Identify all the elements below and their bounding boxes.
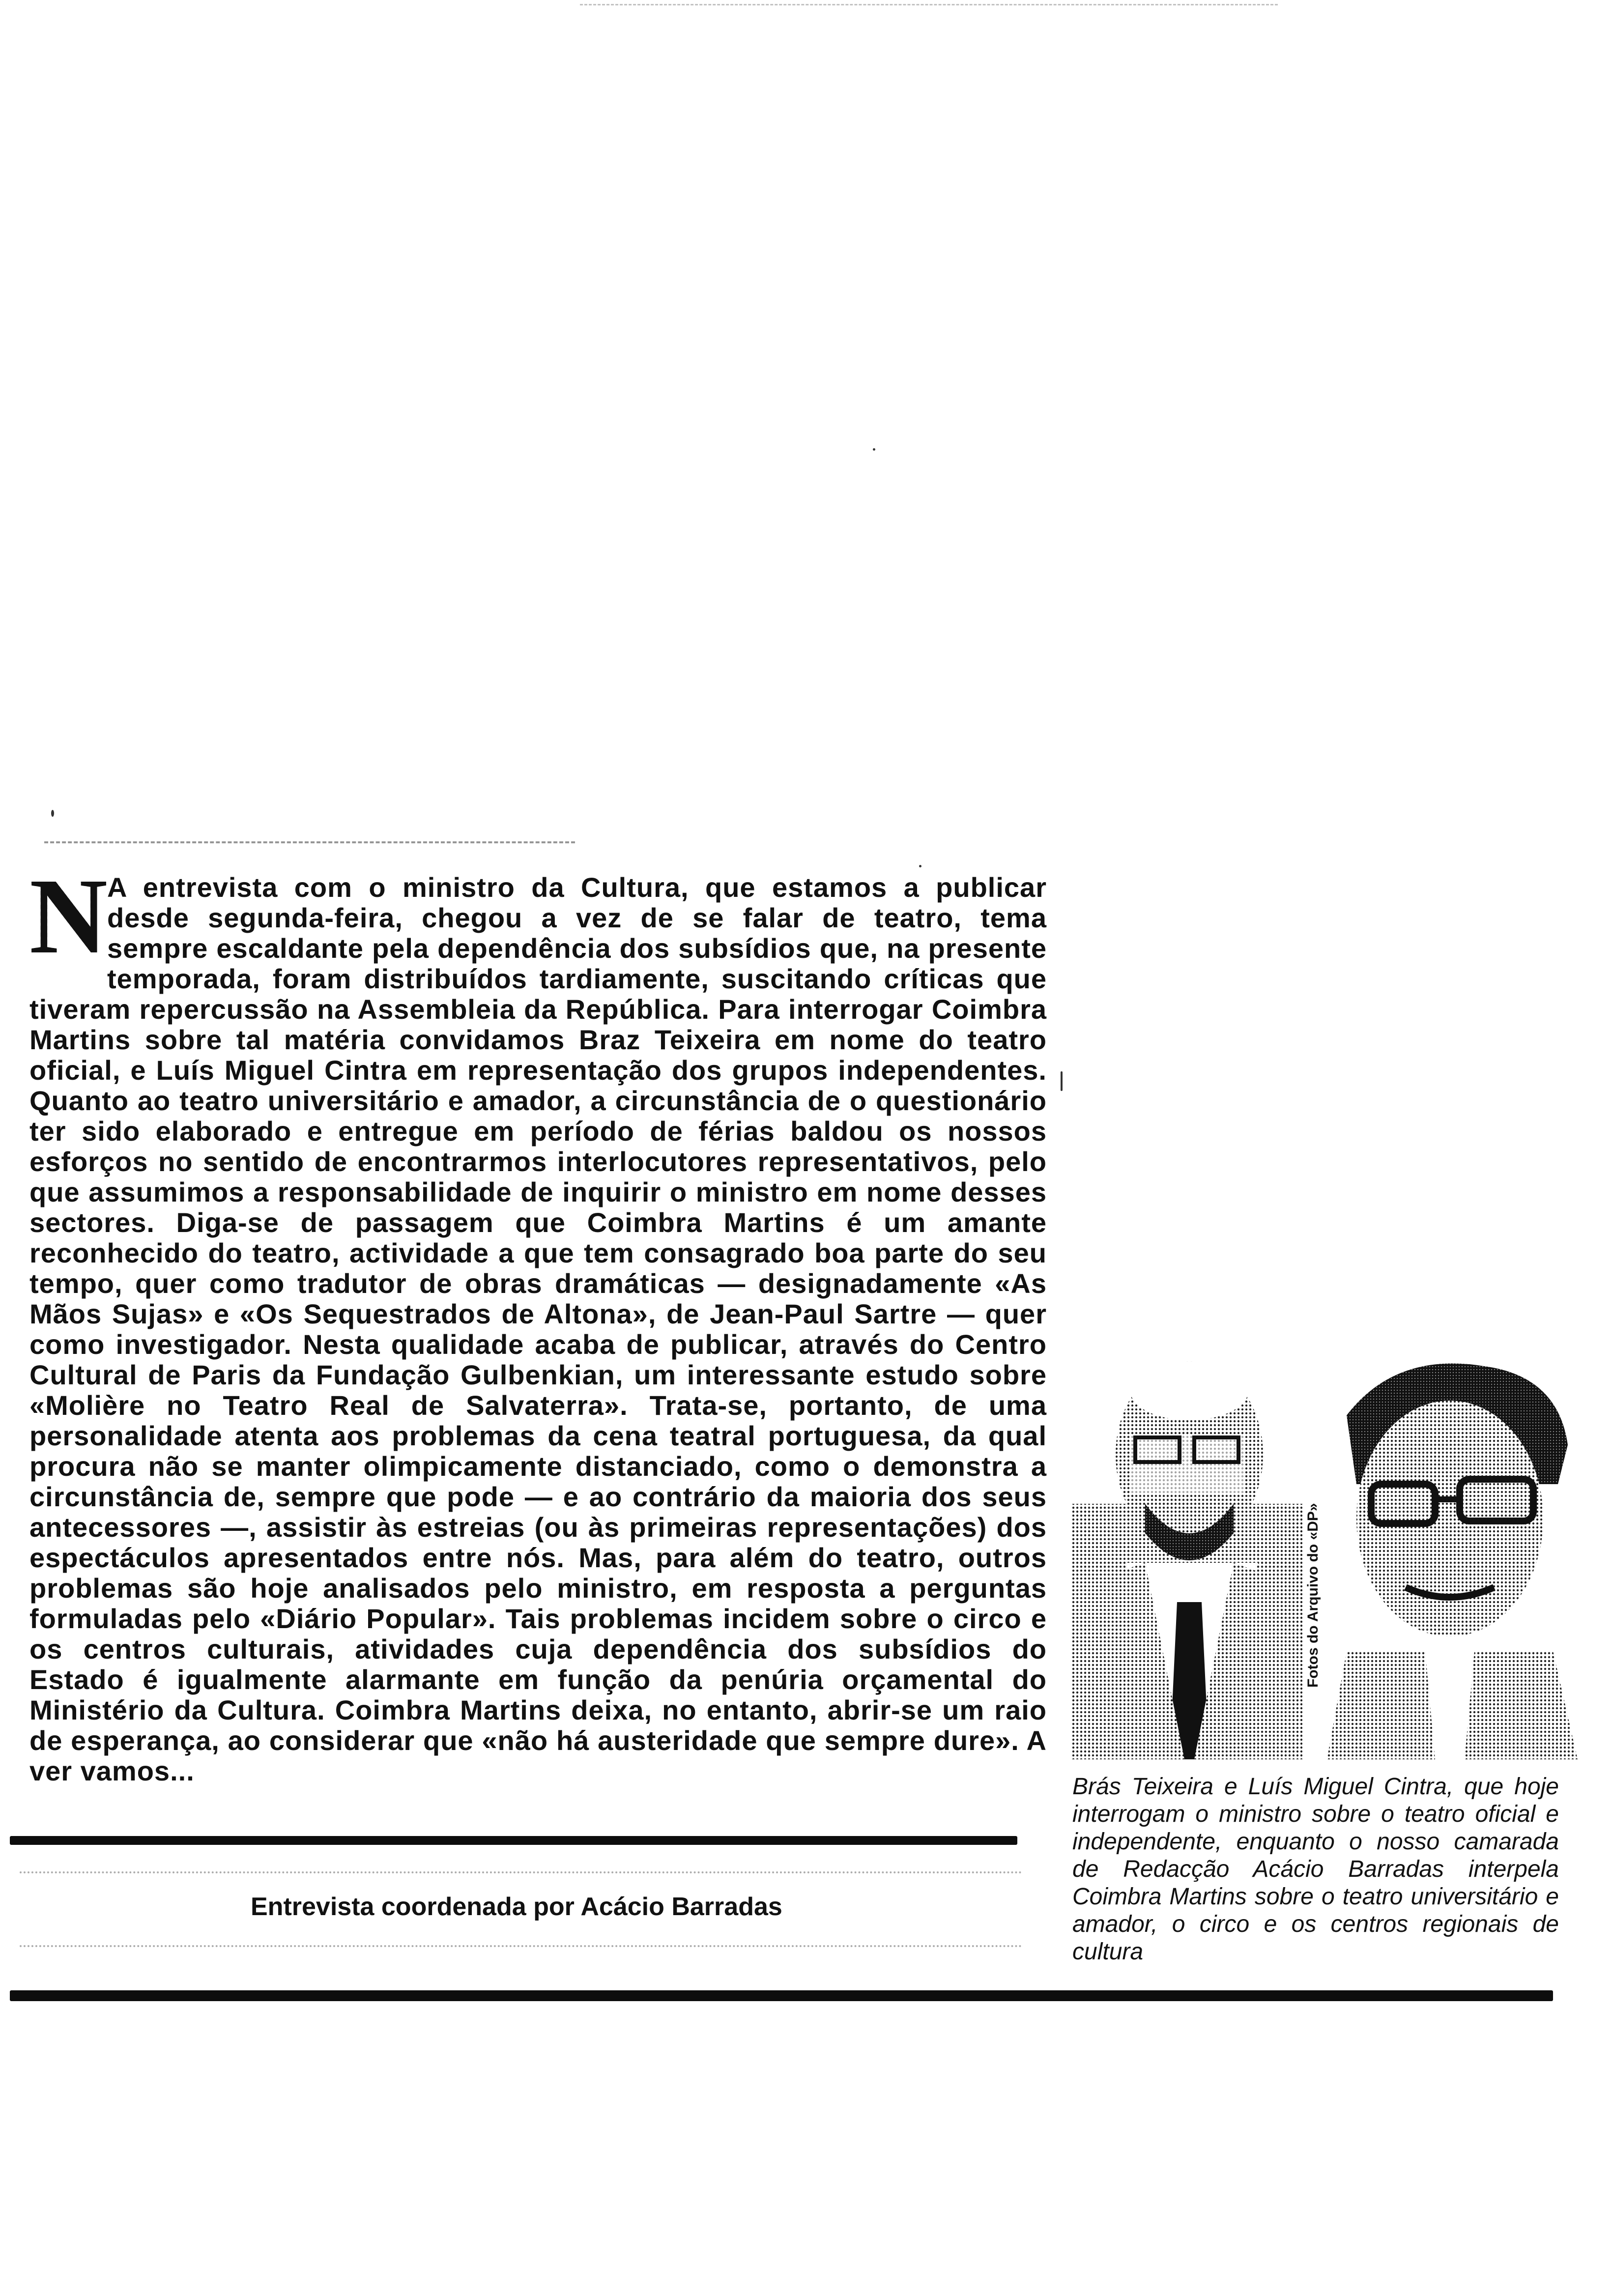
photo-credit: Fotos do Arquivo do «DP» (1305, 1500, 1322, 1691)
drop-cap: N (29, 856, 108, 976)
bottom-rule (10, 1990, 1553, 2001)
article-lead-paragraph (29, 856, 1047, 1786)
portrait-halftone (1071, 1356, 1578, 1759)
portrait-left (1071, 1361, 1302, 1759)
scan-artifact-dots (20, 1871, 1022, 1875)
section-rule (10, 1836, 1017, 1845)
portrait-photo (1071, 1356, 1578, 1759)
photo-caption: Brás Teixeira e Luís Miguel Cintra, que hoje interrogam o ministro sobre o teatro oficial e independente, enquanto o nosso camarada de Redacção Acácio Barradas interpela Coimbra Martins sobre o teatro universitário e amador, o circo e os centros regionais de cultura (1072, 1774, 1559, 1965)
portrait-right (1327, 1356, 1578, 1759)
scan-speck (51, 810, 54, 817)
article-lead-block (29, 856, 1047, 1806)
interview-credit: Entrevista coordenada por Acácio Barradas (251, 1893, 782, 1921)
lead-text: A entrevista com o ministro da Cultura, que estamos a publicar desde segunda-feira, chegou a vez de se falar de teatro, tema sempre escaldante pela dependência dos subsídios que, na presente temporada, foram distribuídos tardiamente, suscitando críticas que tiveram repercussão na Assembleia da República. Para interrogar Coimbra Martins sobre tal matéria convidamos Braz Teixeira em nome do teatro oficial, e Luís Miguel Cintra em representação dos grupos independentes. Quanto ao teatro universitário e amador, a circunstância de o questionário ter sido elaborado e entregue em período de férias baldou os nossos esforços no sentido de encontrarmos interlocutores representativos, pelo que assumimos a responsabilidade de inquirir o ministro em nome desses sectores. Diga-se de passagem que Coimbra Martins é um amante reconhecido do teatro, actividade a que tem consagrado boa parte do seu tempo, quer como tradutor de obras dramáticas — designadamente «As Mãos Sujas» e «Os Sequestrados de Altona», de Jean-Paul Sartre — quer como investigador. Nesta qualidade acaba de publicar, através do Centro Cultural de Paris da Fundação Gulbenkian, um interessante estudo sobre «Molière no Teatro Real de Salvaterra». Trata-se, portanto, de uma personalidade atenta aos problemas da cena teatral portuguesa, da qual procura não se manter olimpicamente distanciado, como o demonstra a circunstância de, sempre que pode — e ao contrário da maioria dos seus antecessores —, assistir às estreias (ou às primeiras representações) dos espectáculos apresentados entre nós. Mas, para além do teatro, outros problemas são hoje analisados pelo ministro, em resposta a perguntas formuladas pelo «Diário Popular». Tais problemas incidem sobre o circo e os centros culturais, atividades cuja dependência dos subsídios do Estado é igualmente alarmante em função da penúria orçamental do Ministério da Cultura. Coimbra Martins deixa, no entanto, abrir-se um raio de esperança, ao considerar que «não há austeridade que sempre dure». A ver vamos... (29, 872, 1047, 1786)
scan-speck (919, 865, 921, 867)
scan-speck (873, 448, 875, 451)
scan-artifact-top (580, 4, 1278, 7)
scan-artifact-dots (20, 1945, 1022, 1949)
scan-artifact-divider (44, 841, 575, 845)
scan-speck (1061, 1071, 1063, 1091)
